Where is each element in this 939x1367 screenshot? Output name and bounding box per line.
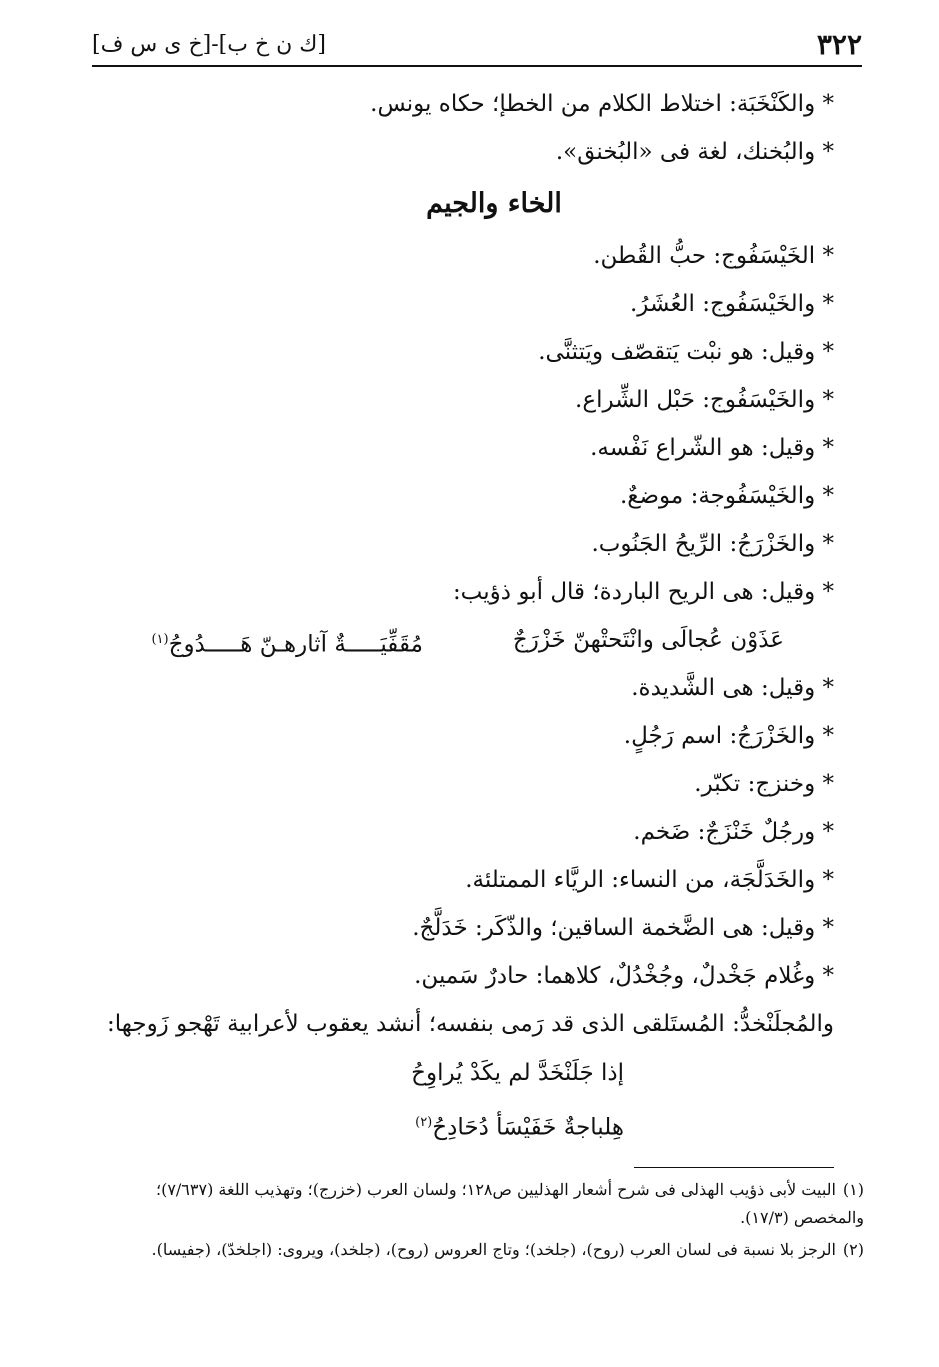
entry-line: والمُجلَنْخدُّ: المُستَلقى الذى قد رَمى بنفسه؛ أنشد يعقوب لأعرابية تَهْجو زَوجها:	[107, 1011, 834, 1037]
verse-hemistich-second	[151, 616, 422, 664]
entry-line: * وقيل: هى الريح الباردة؛ قال أبو ذؤيب:	[452, 579, 834, 605]
rajaz-line: إذا جَلَنْخَدَّ لم يكَدْ يُراوِحُ	[411, 1060, 624, 1086]
footnote-ref: (١)	[151, 632, 169, 647]
footnote-number: (٢)	[842, 1240, 864, 1259]
page-header	[92, 28, 862, 64]
footnote-ref: (٢)	[415, 1115, 433, 1130]
entry-line: * وقيل: هو الشّراع نَفْسه.	[590, 435, 834, 461]
section-heading: الخاء والجيم	[426, 188, 562, 219]
footnote	[94, 1176, 864, 1232]
entry-line: * وقيل: هو نبْت يَتقصّف ويَتثنَّى.	[538, 339, 834, 365]
entry-line: * والخَيْسَفُوج: حَبْل الشِّراع.	[575, 387, 834, 413]
entry-line: * والخَدَلَّجَة، من النساء: الريَّاء الممتلئة.	[465, 867, 834, 893]
footnote	[94, 1236, 864, 1264]
poem-verse	[94, 616, 834, 664]
entry-line: * الخَيْسَفُوج: حبُّ القُطن.	[593, 243, 834, 269]
entry-line: * والخَزْرَجُ: الرِّيحُ الجَنُوب.	[591, 531, 834, 557]
entry-line: * وقيل: هى الشَّديدة.	[631, 675, 834, 701]
header-rule	[92, 65, 862, 67]
page-number: ٣٢٢	[816, 28, 862, 61]
entry-line: * والخَيْسَفُوج: العُشَرُ.	[629, 291, 834, 317]
verse-hemistich-first: عَذَوْن عُجالَى وانْتَحتْهنّ خَزْرَجٌ	[512, 627, 784, 653]
footnote-text: الرجز بلا نسبة فى لسان العرب (روح)، (جلخد)؛ وتاج العروس (روح)، (جلخد)، ويروى: (اجلخدّ)، (جفيسا).	[151, 1240, 836, 1259]
entry-line: * والبُخنك، لغة فى «البُخنق».	[555, 139, 834, 165]
footnote-text: البيت لأبى ذؤيب الهذلى فى شرح أشعار الهذليين ص١٢٨؛ ولسان العرب (خزرج)؛ وتهذيب اللغة (٧/٦٣٧)؛ والمخصص (١٧/٣).	[155, 1180, 864, 1227]
entry-line: * وقيل: هى الضَّخمة الساقين؛ والذّكَر: خَدَلَّجٌ.	[412, 915, 834, 941]
footnotes	[94, 1176, 864, 1268]
footnote-number: (١)	[842, 1180, 864, 1199]
footnote-rule	[634, 1167, 834, 1168]
entry-line: * وغُلام جَخْدلٌ، وجُخْدُلٌ، كلاهما: حادرٌ سَمين.	[414, 963, 834, 989]
entry-line: * والخَيْسَفُوجة: موضعٌ.	[619, 483, 834, 509]
verse-hemistich-second-text: مُقَفِّيَـــــةٌ آثارهـنّ هَـــــدُوجُ	[168, 631, 423, 658]
rajaz-line-text: هِلباجةٌ خَفَيْسَأ دُحَادِحُ	[432, 1114, 624, 1141]
rajaz-line	[94, 1098, 834, 1148]
entry-line: * والخَزْرَجُ: اسم رَجُلٍ.	[623, 723, 834, 749]
main-text	[94, 80, 834, 1148]
entry-line: * ورجُلٌ خَنْزَجٌ: ضَخم.	[633, 819, 834, 845]
running-head: [ك ن خ ب]-[خ ى س ف]	[92, 32, 327, 57]
entry-line: * والكَنْخَبَة: اختلاط الكلام من الخطإ؛ حكاه يونس.	[370, 91, 834, 117]
entry-line: * وخنزج: تكبّر.	[694, 771, 834, 797]
